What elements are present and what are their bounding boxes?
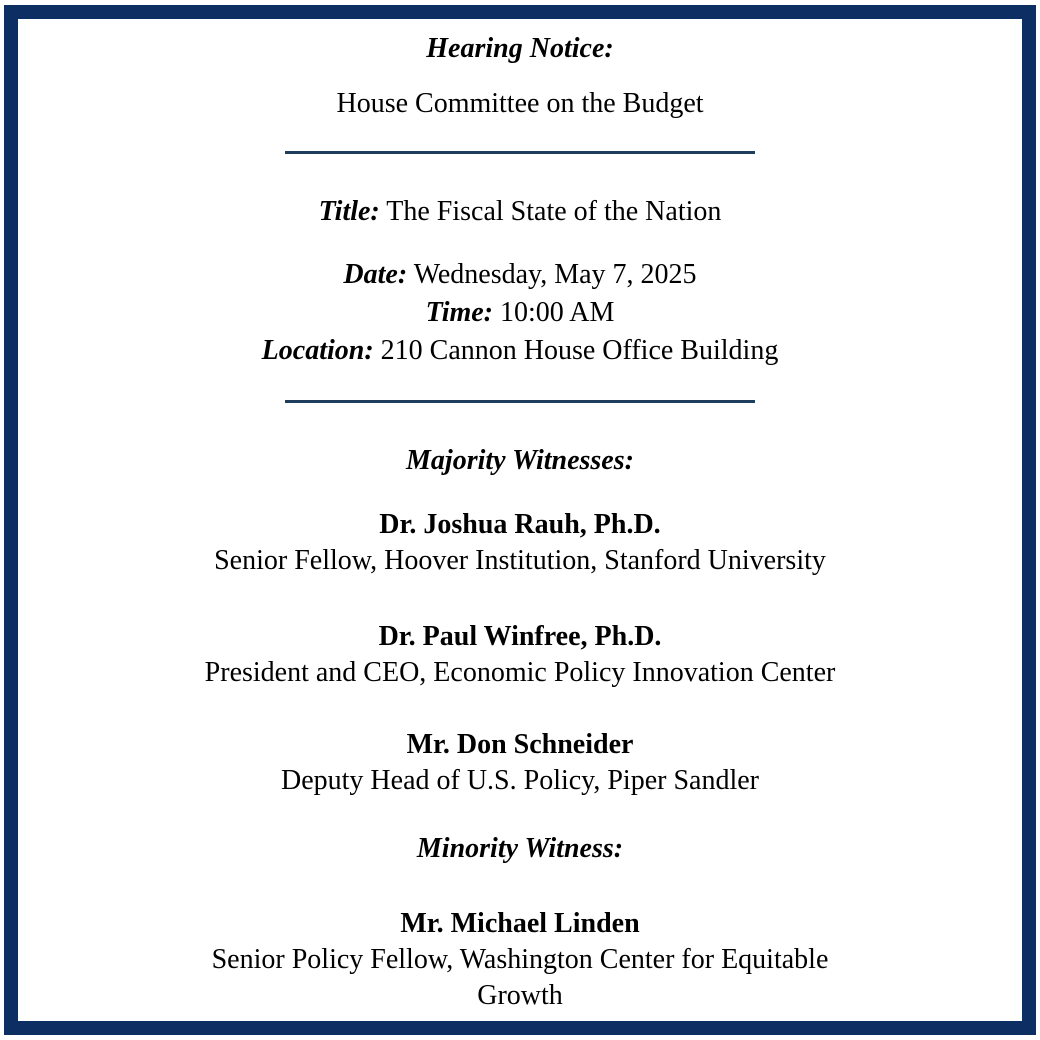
date-label: Date:: [343, 259, 408, 290]
witness-title: Senior Policy Fellow, Washington Center for Equitable Growth: [211, 944, 829, 1011]
location-label: Location:: [261, 335, 374, 366]
time-label: Time:: [425, 297, 493, 328]
witness-entry: [170, 906, 870, 1014]
time-value: 10:00 AM: [500, 297, 615, 328]
date-line: [18, 256, 1022, 294]
witness-title: Deputy Head of U.S. Policy, Piper Sandler: [281, 765, 759, 796]
witness-entry: [18, 727, 1022, 799]
notice-label: Hearing Notice:: [426, 33, 614, 64]
hearing-meta-block: [18, 256, 1022, 370]
time-line: [18, 294, 1022, 332]
witness-name: Dr. Joshua Rauh, Ph.D.: [379, 509, 661, 540]
section-divider: [285, 151, 755, 154]
location-line: [18, 332, 1022, 370]
majority-witnesses-heading: Majority Witnesses:: [406, 445, 634, 476]
document-border-frame: [4, 5, 1036, 1035]
witness-title: President and CEO, Economic Policy Innovation Center: [204, 657, 836, 688]
witness-name: Mr. Don Schneider: [406, 729, 634, 760]
section-divider: [285, 400, 755, 403]
witness-entry: [18, 619, 1022, 691]
hearing-title-line: [18, 194, 1022, 230]
location-value: 210 Cannon House Office Building: [380, 335, 779, 366]
witness-name: Mr. Michael Linden: [400, 908, 640, 939]
witness-entry: [18, 507, 1022, 579]
date-value: Wednesday, May 7, 2025: [413, 259, 697, 290]
title-value: The Fiscal State of the Nation: [386, 196, 722, 227]
committee-name: House Committee on the Budget: [336, 88, 704, 119]
title-label: Title:: [318, 196, 380, 227]
witness-name: Dr. Paul Winfree, Ph.D.: [378, 621, 662, 652]
hearing-notice-document: [18, 19, 1022, 1014]
minority-witness-heading: Minority Witness:: [416, 833, 624, 864]
witness-title: Senior Fellow, Hoover Institution, Stanford University: [214, 545, 826, 576]
